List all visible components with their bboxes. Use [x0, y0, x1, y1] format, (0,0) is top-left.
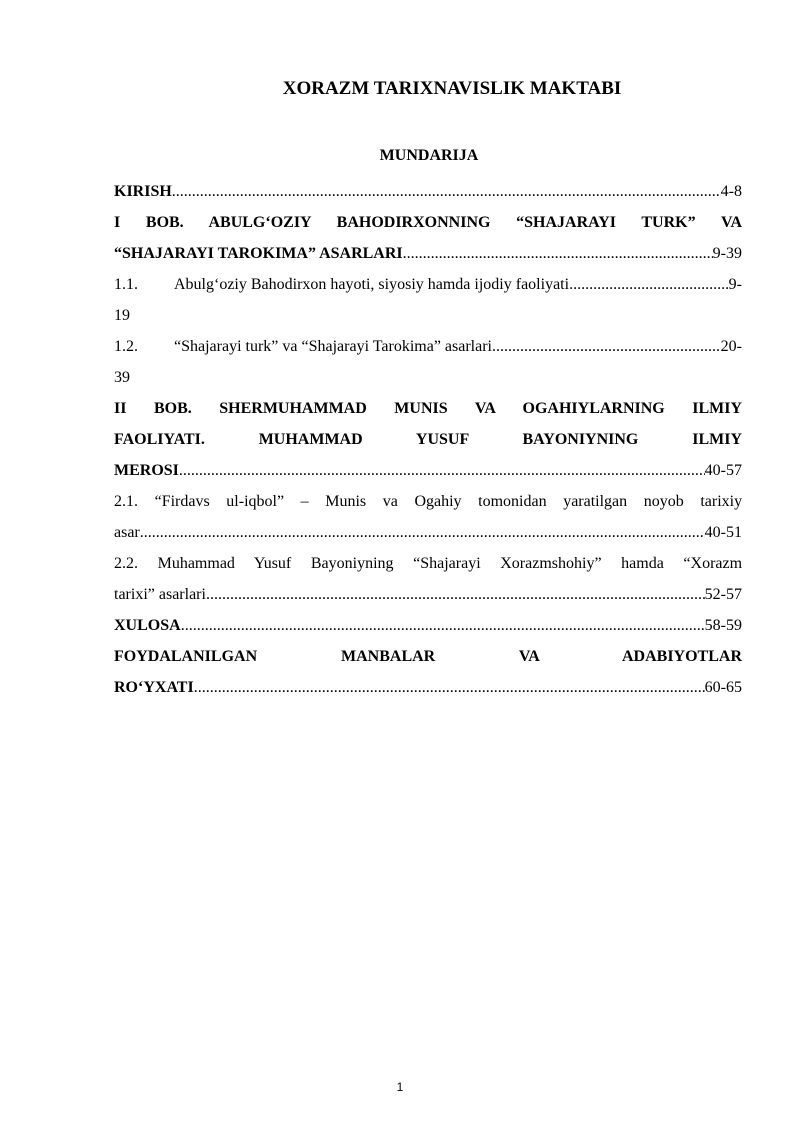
toc-entry-pages: 9-	[728, 276, 742, 293]
dot-leader	[492, 331, 721, 362]
word: “Firdavs	[154, 493, 210, 510]
word: MUNIS	[394, 400, 448, 417]
toc-entry-title: MEROSI	[114, 462, 179, 479]
word: yaratilgan	[563, 493, 628, 510]
document-title: XORAZM TARIXNAVISLIK MAKTABI	[282, 78, 622, 99]
word: Munis	[325, 493, 367, 510]
toc-entry-pages: 20-	[720, 338, 742, 355]
word: MANBALAR	[341, 648, 436, 665]
toc-section-2-1-line-2[interactable]	[114, 517, 742, 548]
word: VA	[474, 400, 496, 417]
toc-section-2-2-line-1[interactable]	[114, 548, 742, 579]
word: tomonidan	[478, 493, 547, 510]
toc-entry-pages: 40-57	[704, 462, 742, 479]
dot-leader	[140, 517, 705, 548]
word: “SHAJARAYI	[516, 214, 616, 231]
section-number: 1.2.	[114, 338, 138, 355]
toc-entry-title: asar	[114, 524, 140, 541]
word: OGAHIYLARNING	[522, 400, 665, 417]
toc-chapter-2-line-1[interactable]	[114, 393, 742, 424]
toc-entry-pages: 40-51	[704, 524, 742, 541]
toc-chapter-1-line-1[interactable]	[114, 207, 742, 238]
page-number: 1	[396, 1080, 404, 1094]
dot-leader	[194, 672, 705, 703]
word: ul-iqbol”	[226, 493, 285, 510]
toc-entry-title: tarixi” asarlari	[114, 586, 206, 603]
toc-entry-pages: 9-39	[712, 245, 742, 262]
word: ADABIYOTLAR	[621, 648, 742, 665]
dot-leader	[403, 238, 713, 269]
word: BOB.	[145, 214, 184, 231]
toc-heading: MUNDARIJA	[379, 147, 479, 164]
toc-entry-pages: 52-57	[704, 586, 742, 603]
word: BAHODIRXONNING	[336, 214, 491, 231]
dot-leader	[172, 176, 721, 207]
word: MUHAMMAD	[258, 431, 363, 448]
word: Bayoniyning	[310, 555, 394, 572]
toc-section-2-2-line-2[interactable]	[114, 579, 742, 610]
word: ILMIY	[692, 400, 742, 417]
word: I	[114, 214, 121, 231]
word: tarixiy	[700, 493, 742, 510]
word: FAOLIYATI.	[114, 431, 205, 448]
word: va	[382, 493, 398, 510]
word: BOB.	[153, 400, 192, 417]
word: Xorazmshohiy”	[500, 555, 602, 572]
toc-section-1-1-pages-cont: 19	[114, 307, 130, 324]
word: ABULG‘OZIY	[208, 214, 311, 231]
toc-entry-title: XULOSA	[114, 617, 181, 634]
word: VA	[720, 214, 742, 231]
toc-references-line-1[interactable]	[114, 641, 742, 672]
word: hamda	[621, 555, 664, 572]
word: “Shajarayi	[413, 555, 481, 572]
word: –	[300, 493, 309, 510]
word: “Xorazm	[683, 555, 742, 572]
toc-entry-title: RO‘YXATI	[114, 679, 194, 696]
word: TURK”	[641, 214, 696, 231]
toc-section-1-1[interactable]	[114, 269, 742, 300]
toc-section-2-1-line-1[interactable]	[114, 486, 742, 517]
section-number: 2.1.	[114, 493, 138, 510]
toc-entry-title: KIRISH	[114, 183, 172, 200]
toc-chapter-2-line-3[interactable]	[114, 455, 742, 486]
word: BAYONIYNING	[522, 431, 639, 448]
word: noyob	[643, 493, 684, 510]
dot-leader	[206, 579, 705, 610]
word: ILMIY	[692, 431, 742, 448]
word: YUSUF	[415, 431, 469, 448]
word: FOYDALANILGAN	[114, 648, 258, 665]
toc-chapter-1-line-2[interactable]	[114, 238, 742, 269]
toc-section-1-2-pages-cont: 39	[114, 369, 130, 386]
section-number: 1.1.	[114, 276, 138, 293]
toc-entry-xulosa[interactable]	[114, 610, 742, 641]
dot-leader	[179, 455, 705, 486]
word: Muhammad	[157, 555, 235, 572]
word: VA	[518, 648, 539, 665]
toc-entry-pages: 60-65	[704, 679, 742, 696]
toc-section-1-2[interactable]	[114, 331, 742, 362]
table-of-contents	[114, 176, 742, 703]
toc-entry-title: “Shajarayi turk” va “Shajarayi Tarokima” asarlari	[174, 338, 492, 355]
toc-references-line-2[interactable]	[114, 672, 742, 703]
section-number: 2.2.	[114, 555, 138, 572]
toc-chapter-2-line-2[interactable]	[114, 424, 742, 455]
toc-entry-kirish[interactable]	[114, 176, 742, 207]
word: SHERMUHAMMAD	[219, 400, 367, 417]
toc-entry-title: “SHAJARAYI TAROKIMA” ASARLARI	[114, 245, 403, 262]
word: II	[114, 400, 127, 417]
toc-entry-pages: 4-8	[720, 183, 742, 200]
word: Ogahiy	[414, 493, 462, 510]
dot-leader	[569, 269, 729, 300]
dot-leader	[181, 610, 705, 641]
toc-entry-title: Abulg‘oziy Bahodirxon hayoti, siyosiy hamda ijodiy faoliyati	[174, 276, 570, 293]
toc-entry-pages: 58-59	[704, 617, 742, 634]
word: Yusuf	[253, 555, 292, 572]
